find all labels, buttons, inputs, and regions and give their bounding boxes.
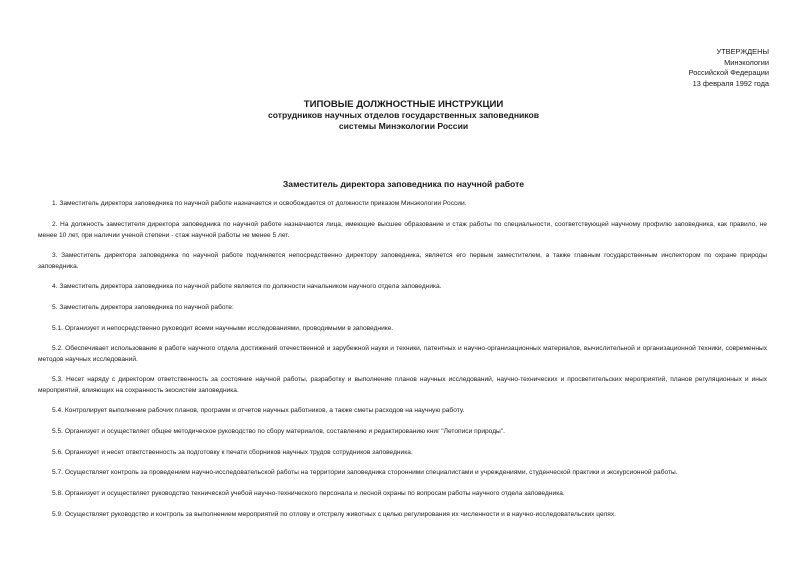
approval-line-approved: УТВЕРЖДЕНЫ: [716, 47, 769, 56]
document-title: [0, 99, 807, 131]
paragraph-5-1: 5.1. Организует и непосредственно руководит всеми научными исследованиями, проводимыми в заповеднике.: [52, 325, 394, 332]
paragraph-5-4: 5.4. Контролирует выполнение рабочих планов, программ и отчетов научных работников, а также сметы расходов на научную работу.: [52, 407, 465, 414]
title-line-3: системы Минэкологии России: [338, 120, 469, 131]
paragraph-4: 4. Заместитель директора заповедника по научной работе является по должности начальником научного отдела заповедника.: [52, 283, 442, 290]
title-line-1: ТИПОВЫЕ ДОЛЖНОСТНЫЕ ИНСТРУКЦИИ: [303, 99, 504, 110]
approval-stamp: [689, 47, 769, 89]
paragraph-1: 1. Заместитель директора заповедника по научной работе назначается и освобождается от должности приказом Минэкологии России.: [52, 200, 467, 207]
paragraph-5-2: 5.2. Обеспечивает использование в работе научного отдела достижений отечественной и зарубежной науки и техники, патентных и научно-организационных материалов, вычислительной и организационной техники, современных методов научных исследований.: [38, 345, 767, 363]
paragraph-5: 5. Заместитель директора заповедника по научной работе:: [52, 304, 234, 311]
paragraph-5-7: 5.7. Осуществляет контроль за проведением научно-исследовательской работы на территории заповедника сторонними специалистами и учреждениями, студенческой практики и экскурсионной работы.: [52, 469, 678, 476]
title-line-2: сотрудников научных отделов государственных заповедников: [267, 110, 540, 120]
approval-line-federation: Российской Федерации: [688, 68, 769, 78]
section-title: Заместитель директора заповедника по научной работе: [282, 179, 525, 189]
paragraph-5-3: 5.3. Несет наряду с директором ответственность за состояние научной работы, разработку и выполнение планов научных исследований, научно-технических и просветительских мероприятий, планов регуляционных и иных мероприятий, влияющих на сохранность экосистем заповедника.: [38, 376, 767, 394]
paragraph-5-8: 5.8. Организует и осуществляет руководство технической учебой научно-технического персонала и лесной охраны по вопросам работы научного отдела заповедника.: [52, 490, 565, 497]
paragraph-5-6: 5.6. Организует и несет ответственность за подготовку к печати сборников научных трудов сотрудников заповедника.: [52, 449, 413, 456]
paragraph-3: 3. Заместитель директора заповедника по научной работе подчиняется непосредственно директору заповедника, является его первым заместителем, а также главным государственным инспектором по охране природы заповедника.: [38, 252, 767, 270]
paragraph-5-5: 5.5. Организует и осуществляет общее методическое руководство по сбору материалов, составлению и редактированию книг "Летописи природы".: [52, 428, 505, 435]
paragraph-2: 2. На должность заместителя директора заповедника по научной работе назначаются лица, имеющие высшее образование и стаж работы по специальности, соответствующей научному профилю заповедника, как правило, не менее 10 лет, при наличии ученой степени - стаж научной работы не менее 5 лет.: [38, 221, 767, 239]
approval-line-date: 13 февраля 1992 года: [692, 78, 769, 88]
approval-line-ministry: Минэкологии: [724, 57, 769, 67]
paragraph-5-9: 5.9. Осуществляет руководство и контроль за выполнением мероприятий по отлову и отстрелу животных с целью регулирования их численности и в научно-исследовательских целях.: [52, 511, 616, 518]
